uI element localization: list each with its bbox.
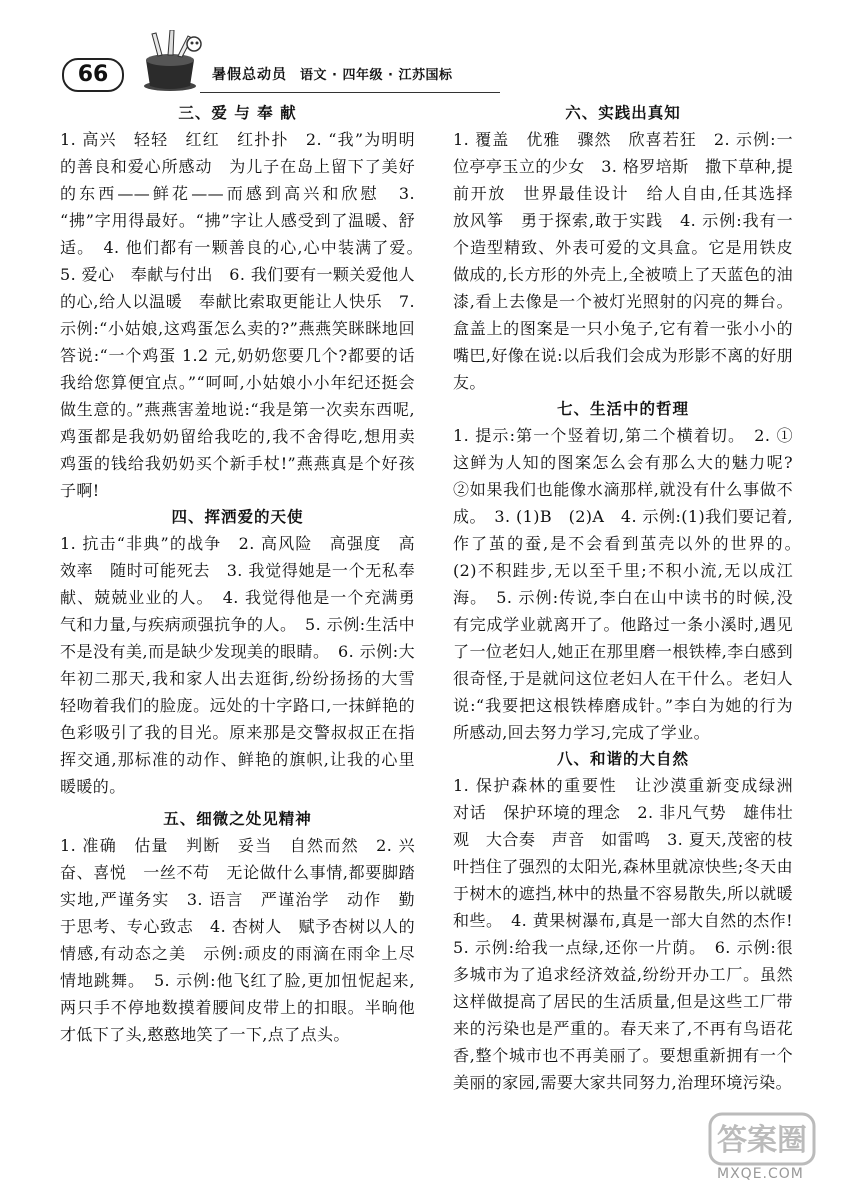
section-title: 六、实践出真知 — [565, 104, 681, 122]
section-answers: 1. 高兴 轻轻 红红 红扑扑 2. “我”为明明的善良和爱心所感动 为儿子在岛上留下了美好的东西——鲜花——而感到高兴和欣慰 3. “拂”字用得最好。“拂”字让人感受到了温暖、舒适。 4. 他们都有一颗善良的心,心中装满了爱。 5. 爱心 奉献与付出 6. 我们要有一颗关爱他人的心,给人以温暖 奉献比索取更能让人快乐 7. 示例:“小姑娘,这鸡蛋怎么卖的?”燕燕笑眯眯地回答说:“一个鸡蛋 1.2 元,奶奶您要几个?都要的话我给您算便宜点。”“呵呵,小姑娘小小年纪还挺会做生意的。”燕燕害羞地说:“我是第一次卖东西呢,鸡蛋都是我奶奶留给我吃的,我不舍得吃,想用卖鸡蛋的钱给我奶奶买个新手杖!”燕燕真是个好孩子啊! — [60, 130, 432, 500]
section-answers: 1. 准确 估量 判断 妥当 自然而然 2. 兴奋、喜悦 一丝不苟 无论做什么事情,都要脚踏实地,严谨务实 3. 语言 严谨治学 动作 勤于思考、专心致志 4. 杏树人 赋予杏树以人的情感,有动态之美 示例:顽皮的雨滴在雨伞上尽情地跳舞。 5. 示例:他飞红了脸,更加忸怩起来,两只手不停地数摸着腰间皮带上的扣眼。半晌他才低下了头,憨憨地笑了一下,点了点头。 — [60, 836, 415, 1044]
section-answers: 1. 抗击“非典”的战争 2. 高风险 高强度 高效率 随时可能死去 3. 我觉得她是一个无私奉献、兢兢业业的人。 4. 我觉得他是一个充满勇气和力量,与疾病顽强抗争的人。 5. 示例:生活中不是没有美,而是缺少发现美的眼睛。 6. 示例:大年初二那天,我和家人出去逛街,纷纷扬扬的大雪轻吻着我们的脸庞。远处的十字路口,一抹鲜艳的色彩吸引了我的目光。原来那是交警叔叔正在指挥交通,那标准的动作、鲜艳的旗帜,让我的心里暖暖的。 — [60, 534, 415, 796]
series-title: 暑假总动员 — [212, 67, 287, 83]
section-answers: 1. 覆盖 优雅 骤然 欣喜若狂 2. 示例:一位亭亭玉立的少女 3. 格罗培斯 撒下草种,提前开放 世界最佳设计 给人自由,任其选择 放风筝 勇于探索,敢于实践 4. 示例:我有一个造型精致、外表可爱的文具盒。它是用铁皮做成的,长方形的外壳上,全被喷上了天蓝色的油漆,看上去像是一个被灯光照射的闪亮的舞台。盒盖上的图案是一只小兔子,它有着一张小小的嘴巴,好像在说:以后我们会成为形影不离的好朋友。 — [453, 130, 810, 392]
right-column — [453, 100, 810, 1096]
section-title: 八、和谐的大自然 — [556, 750, 689, 768]
subject-grade: 语文 · 四年级 · 江苏国标 — [300, 68, 453, 83]
section-title: 四、挥洒爱的天使 — [171, 508, 304, 526]
left-column — [60, 100, 432, 1048]
section-title: 五、细微之处见精神 — [163, 810, 312, 828]
brush-pot-logo — [122, 30, 218, 92]
page-header — [60, 28, 800, 92]
section-title: 三、爱 与 奉 献 — [178, 104, 297, 122]
section-answers: 1. 保护森林的重要性 让沙漠重新变成绿洲 对话 保护环境的理念 2. 非凡气势 雄伟壮观 大合奏 声音 如雷鸣 3. 夏天,茂密的枝叶挡住了强烈的太阳光,森林里就凉快些;冬天由于树木的遮挡,林中的热量不容易散失,所以就暖和些。 4. 黄果树瀑布,真是一部大自然的杰作! 5. 示例:给我一点绿,还你一片荫。 6. 示例:很多城市为了追求经济效益,纷纷开办工厂。虽然这样做提高了居民的生活质量,但是这些工厂带来的污染也是严重的。春天来了,不再有鸟语花香,整个城市也不再美丽了。要想重新拥有一个美丽的家园,需要大家共同努力,治理环境污染。 — [453, 776, 810, 1092]
page-number: 66 — [62, 58, 124, 92]
section-title: 七、生活中的哲理 — [556, 400, 689, 418]
watermark-logo-text: 答案圈 — [717, 1123, 807, 1158]
watermark-url: MXQE.COM — [717, 1166, 804, 1182]
header-rule — [200, 92, 500, 93]
section-answers: 1. 提示:第一个竖着切,第二个横着切。 2. ①这鲜为人知的图案怎么会有那么大的魅力呢? ②如果我们也能像水滴那样,就没有什么事做不成。 3. (1)B (2)A 4. 示例:(1)我们要记着,作了茧的蚕,是不会看到茧壳以外的世界的。 (2)不积跬步,无以至千里;不积小流,无以成江海。 5. 示例:传说,李白在山中读书的时候,没有完成学业就离开了。他路过一条小溪时,遇见了一位老妇人,她正在那里磨一根铁棒,李白感到很奇怪,于是就问这位老妇人在干什么。老妇人说:“我要把这根铁棒磨成针。”李白为她的行为所感动,回去努力学习,完成了学业。 — [453, 426, 810, 742]
